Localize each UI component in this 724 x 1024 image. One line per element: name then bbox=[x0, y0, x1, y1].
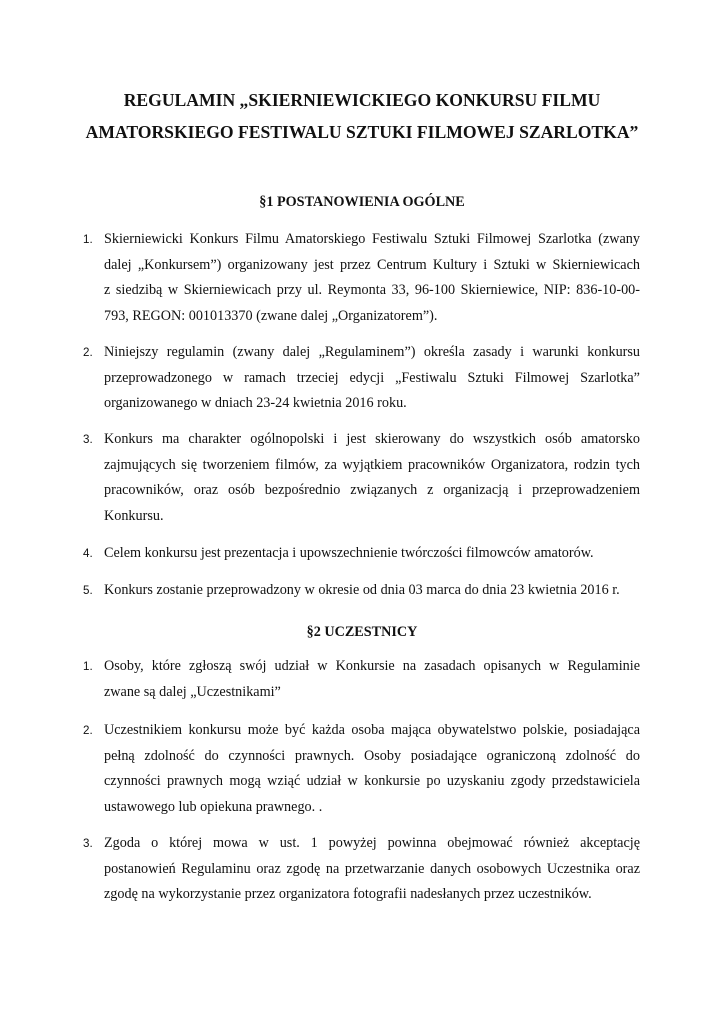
section-1-list bbox=[0, 340, 724, 417]
list-item-line: Niniejszy regulamin (zwany dalej „Regulaminem”) określa zasady i warunki konkursu bbox=[104, 344, 640, 360]
list-item-line: przeprowadzonego w ramach trzeciej edycji „Festiwalu Sztuki Filmowej Szarlotka” bbox=[104, 369, 640, 386]
list-item-line: pracowników, oraz osób bezpośrednio związanych z organizacją i przeprowadzeniem bbox=[104, 482, 640, 499]
list-item-line: Celem konkursu jest prezentacja i upowszechnienie twórczości filmowców amatorów. bbox=[104, 545, 594, 561]
section-2-heading: §2 UCZESTNICY bbox=[306, 624, 418, 640]
list-item-line: Osoby, które zgłoszą swój udział w Konkursie na zasadach opisanych w Regulaminie bbox=[104, 658, 640, 674]
list-item-line: pełną zdolność do czynności prawnych. Osoby posiadające ograniczoną zdolność do bbox=[104, 747, 640, 764]
document-title-line-2: AMATORSKIEGO FESTIWALU SZTUKI FILMOWEJ SZARLOTKA” bbox=[85, 122, 639, 142]
section-2-list bbox=[0, 654, 724, 705]
list-item-line: z siedzibą w Skierniewicach przy ul. Reymonta 33, 96-100 Skierniewice, NIP: 836-10-00- bbox=[104, 282, 640, 299]
section-2-list bbox=[0, 718, 724, 820]
list-item-line: zgodę na wykorzystanie przez organizatora fotografii nadesłanych przez uczestników. bbox=[104, 886, 592, 903]
list-item bbox=[0, 340, 640, 417]
list-item-line: organizowanego w dniach 23-24 kwietnia 2016 roku. bbox=[104, 395, 407, 412]
list-item-line: Konkurs ma charakter ogólnopolski i jest skierowany do wszystkich osób amatorsko bbox=[104, 431, 640, 447]
list-item bbox=[0, 427, 640, 529]
list-item-line: dalej „Konkursem”) organizowany jest przez Centrum Kultury i Sztuki w Skierniewicach bbox=[104, 256, 640, 273]
list-item bbox=[0, 654, 640, 705]
list-item-number: 1. bbox=[83, 660, 93, 673]
list-item-number: 2. bbox=[83, 346, 93, 359]
list-item-line: postanowień Regulaminu oraz zgodę na przetwarzanie danych osobowych Uczestnika oraz bbox=[104, 860, 640, 877]
list-item-line: Uczestnikiem konkursu może być każda osoba mająca obywatelstwo polskie, posiadająca bbox=[104, 722, 640, 738]
list-item-number: 2. bbox=[83, 724, 93, 737]
section-1-list bbox=[0, 541, 724, 567]
section-1-list bbox=[0, 427, 724, 529]
list-item-line: ustawowego lub opiekuna prawnego. . bbox=[104, 798, 323, 815]
section-1-list bbox=[0, 227, 724, 329]
list-item-line: 793, REGON: 001013370 (zwane dalej „Organizatorem”). bbox=[104, 307, 438, 324]
list-item bbox=[0, 541, 640, 567]
section-2-list bbox=[0, 831, 724, 908]
list-item-line: zwane są dalej „Uczestnikami” bbox=[104, 683, 281, 700]
list-item-number: 5. bbox=[83, 584, 93, 597]
list-item bbox=[0, 831, 640, 908]
list-item bbox=[0, 718, 640, 820]
document-title bbox=[60, 84, 664, 148]
section-1-heading: §1 POSTANOWIENIA OGÓLNE bbox=[259, 194, 465, 210]
document-title-line-1: REGULAMIN „SKIERNIEWICKIEGO KONKURSU FILMU bbox=[123, 90, 601, 110]
section-1-list bbox=[0, 578, 724, 604]
list-item-line: Skierniewicki Konkurs Filmu Amatorskiego Festiwalu Sztuki Filmowej Szarlotka (zwany bbox=[104, 231, 640, 247]
list-item-number: 3. bbox=[83, 837, 93, 850]
list-item-number: 1. bbox=[83, 233, 93, 246]
list-item-line: zajmujących się tworzeniem filmów, za wyjątkiem pracowników Organizatora, rodzin tych bbox=[104, 456, 640, 473]
list-item-number: 4. bbox=[83, 547, 93, 560]
list-item bbox=[0, 227, 640, 329]
list-item-number: 3. bbox=[83, 433, 93, 446]
list-item-line: Zgoda o której mowa w ust. 1 powyżej powinna obejmować również akceptację bbox=[104, 835, 640, 851]
list-item-line: Konkursu. bbox=[104, 507, 164, 524]
list-item-line: Konkurs zostanie przeprowadzony w okresie od dnia 03 marca do dnia 23 kwietnia 2016 r. bbox=[104, 582, 620, 598]
list-item-line: czynności prawnych mogą wziąć udział w konkursie po uzyskaniu zgody przedstawiciela bbox=[104, 773, 640, 790]
list-item bbox=[0, 578, 640, 604]
